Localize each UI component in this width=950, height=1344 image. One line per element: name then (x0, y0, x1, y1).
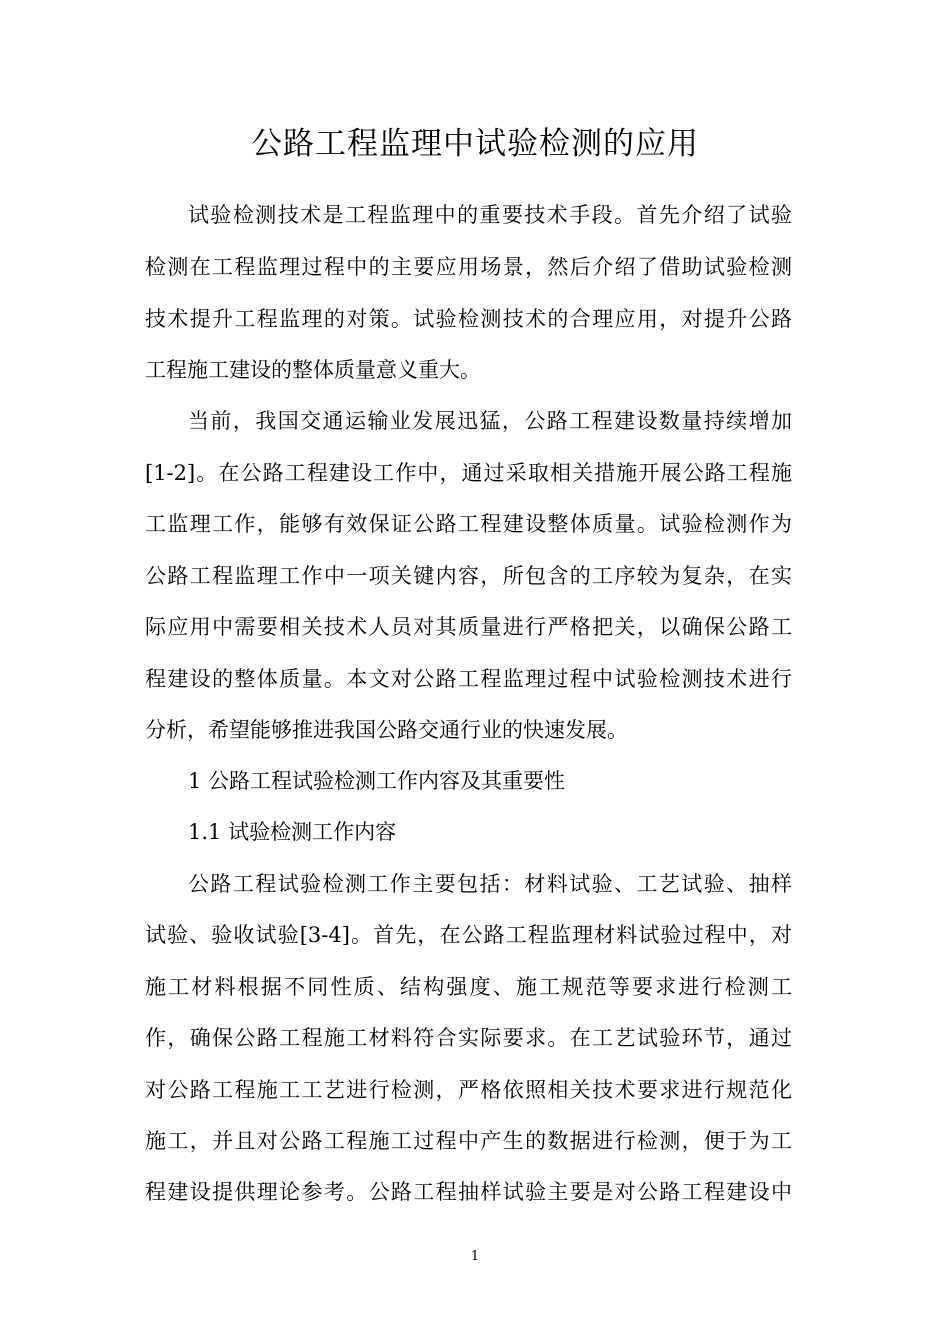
text-line: 公路工程监理工作中一项关键内容，所包含的工序较为复杂，在实 (145, 564, 792, 588)
text-line: 技术提升工程监理的对策。试验检测技术的合理应用，对提升公路 (145, 307, 792, 331)
text-line: 公路工程试验检测工作主要包括：材料试验、工艺试验、抽样 (188, 872, 792, 896)
section-heading: 1 公路工程试验检测工作内容及其重要性 (188, 769, 566, 793)
text-line: 工监理工作，能够有效保证公路工程建设整体质量。试验检测作为 (145, 512, 792, 536)
text-line: 分析，希望能够推进我国公路交通行业的快速发展。 (145, 718, 628, 742)
document-title: 公路工程监理中试验检测的应用 (251, 126, 699, 162)
text-line: 试验、验收试验[3-4]。首先，在公路工程监理材料试验过程中，对 (145, 923, 792, 947)
text-line: 际应用中需要相关技术人员对其质量进行严格把关，以确保公路工 (145, 615, 792, 639)
text-line: 作，确保公路工程施工材料符合实际要求。在工艺试验环节，通过 (145, 1026, 792, 1050)
text-line: 检测在工程监理过程中的主要应用场景，然后介绍了借助试验检测 (145, 255, 792, 279)
text-line: [1-2]。在公路工程建设工作中，通过采取相关措施开展公路工程施 (145, 461, 792, 485)
text-line: 程建设提供理论参考。公路工程抽样试验主要是对公路工程建设中 (145, 1180, 792, 1204)
text-line: 施工材料根据不同性质、结构强度、施工规范等要求进行检测工 (145, 975, 792, 999)
text-line: 试验检测技术是工程监理中的重要技术手段。首先介绍了试验 (188, 203, 792, 227)
page-number: 1 (470, 1249, 480, 1264)
text-line: 施工，并且对公路工程施工过程中产生的数据进行检测，便于为工 (145, 1129, 792, 1153)
text-line: 当前，我国交通运输业发展迅猛，公路工程建设数量持续增加 (188, 409, 792, 433)
text-line: 工程施工建设的整体质量意义重大。 (145, 358, 481, 382)
text-line: 程建设的整体质量。本文对公路工程监理过程中试验检测技术进行 (145, 667, 792, 691)
subsection-heading: 1.1 试验检测工作内容 (188, 820, 397, 844)
text-line: 对公路工程施工工艺进行检测，严格依照相关技术要求进行规范化 (145, 1078, 792, 1102)
